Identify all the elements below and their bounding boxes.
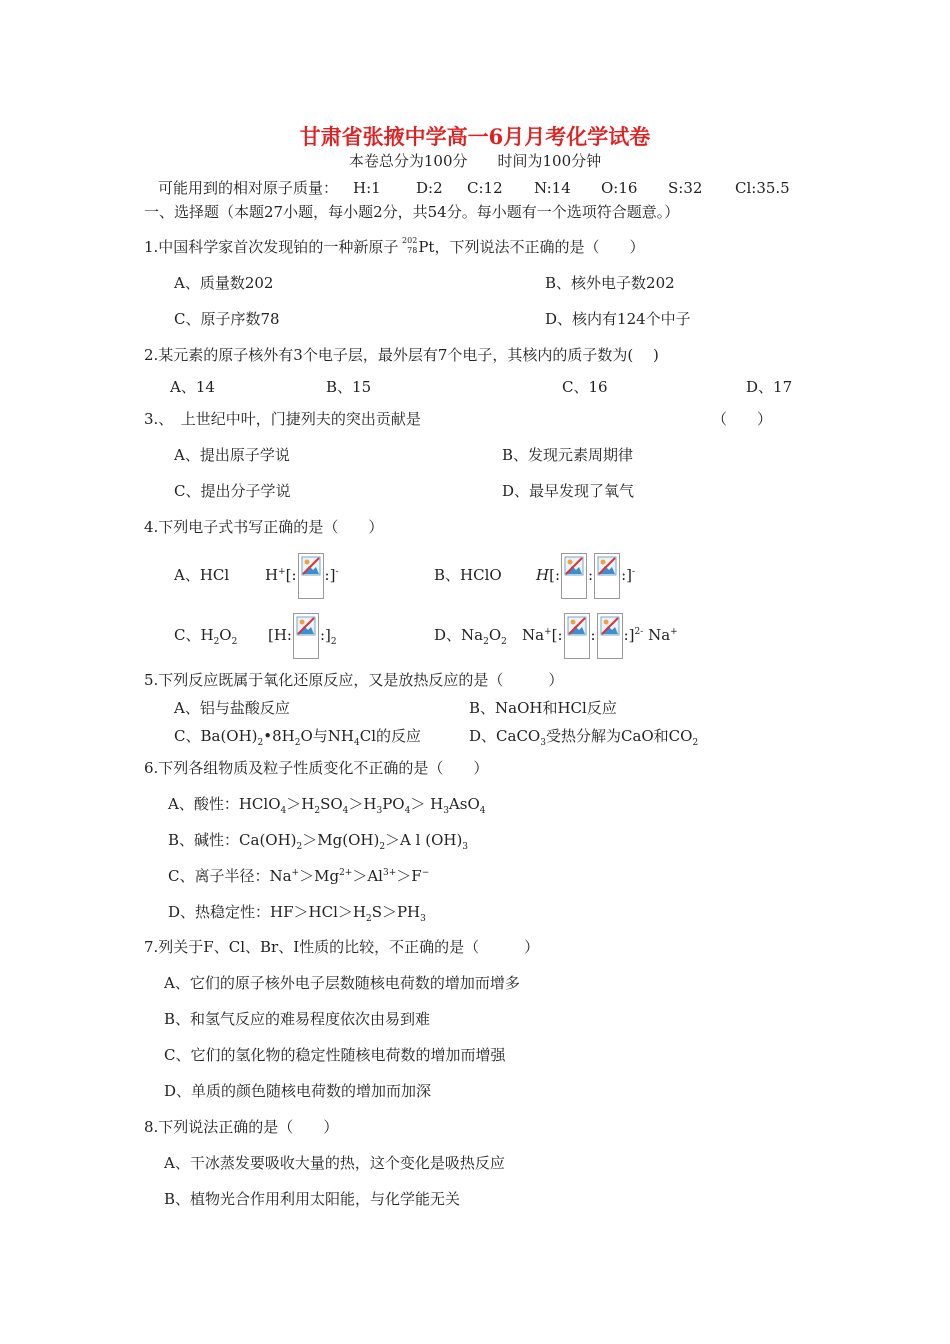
question-3-answer-blank: （ ） bbox=[712, 410, 773, 428]
q4-option-d[interactable]: D、$Na_2O_2$ bbox=[434, 626, 507, 647]
q7-option-c[interactable]: C、它们的氢化物的稳定性随核电荷数的增加而增强 bbox=[164, 1046, 506, 1064]
question-1-stem: 1.中国科学家首次发现铂的一种新原子 202 78 Pt，下列说法不正确的是（ ） bbox=[144, 236, 645, 256]
q2-option-a[interactable]: A、14 bbox=[170, 378, 215, 396]
broken-image-icon bbox=[293, 613, 319, 659]
q1-option-b[interactable]: B、核外电子数202 bbox=[545, 274, 675, 292]
exam-meta: 本卷总分为100分 时间为100分钟 bbox=[348, 152, 602, 170]
q5-option-c[interactable]: C、$Ba(OH)_2•8H_2O$与$NH_4Cl$的反应 bbox=[174, 727, 422, 748]
atomic-mass-n: N:14 bbox=[534, 179, 571, 197]
q5-option-b[interactable]: B、NaOH和HCl反应 bbox=[469, 699, 617, 717]
q4-option-b[interactable]: B、HClO bbox=[434, 566, 502, 584]
q2-option-d[interactable]: D、17 bbox=[746, 378, 793, 396]
atomic-masses-label: 可能用到的相对原子质量： bbox=[158, 179, 339, 197]
question-6-stem: 6.下列各组物质及粒子性质变化不正确的是（ ） bbox=[144, 759, 489, 777]
q6-option-a[interactable]: A、酸性：$HClO_4>H_2SO_4>H_3PO_4> H_3AsO_4$ bbox=[168, 795, 486, 816]
question-7-stem: 7.列关于F、Cl、Br、I性质的比较，不正确的是（ ） bbox=[144, 938, 540, 956]
question-4-stem: 4.下列电子式书写正确的是（ ） bbox=[144, 518, 384, 536]
question-2-stem: 2.某元素的原子核外有3个电子层，最外层有7个电子，其核内的质子数为( ) bbox=[144, 346, 659, 364]
atomic-mass-c: C:12 bbox=[467, 179, 503, 197]
q4-option-a[interactable]: A、HCl bbox=[174, 566, 230, 584]
q7-option-d[interactable]: D、单质的颜色随核电荷数的增加而加深 bbox=[164, 1082, 432, 1100]
atomic-mass-d: D:2 bbox=[416, 179, 443, 197]
atomic-mass-s: S:32 bbox=[668, 179, 703, 197]
question-8-stem: 8.下列说法正确的是（ ） bbox=[144, 1118, 339, 1136]
q3-option-d[interactable]: D、最早发现了氧气 bbox=[502, 482, 635, 500]
q2-option-c[interactable]: C、16 bbox=[562, 378, 608, 396]
q4-d-formula: Na+[: : :]$^{2-}$ Na+ bbox=[522, 612, 678, 659]
q6-option-c[interactable]: C、离子半径：$Na^+>Mg^{2+}>Al^{3+}>F^-$ bbox=[168, 867, 430, 885]
q7-option-b[interactable]: B、和氢气反应的难易程度依次由易到难 bbox=[164, 1010, 431, 1028]
q4-option-c[interactable]: C、$H_2O_2$ bbox=[174, 626, 238, 647]
q5-option-a[interactable]: A、铝与盐酸反应 bbox=[174, 699, 290, 717]
q4-a-formula: H+[: :]- bbox=[265, 552, 339, 599]
q1-option-d[interactable]: D、核内有124个中子 bbox=[545, 310, 691, 328]
atomic-mass-o: O:16 bbox=[601, 179, 638, 197]
q1-option-a[interactable]: A、质量数202 bbox=[174, 274, 274, 292]
broken-image-icon bbox=[564, 613, 590, 659]
q3-option-b[interactable]: B、发现元素周期律 bbox=[502, 446, 634, 464]
q4-b-formula: H[: : :]- bbox=[536, 552, 635, 599]
q3-option-c[interactable]: C、提出分子学说 bbox=[174, 482, 291, 500]
broken-image-icon bbox=[597, 613, 623, 659]
question-5-stem: 5.下列反应既属于氧化还原反应，又是放热反应的是（ ） bbox=[144, 671, 564, 689]
q5-option-d[interactable]: D、CaCO$_3$受热分解为CaO和$CO_2$ bbox=[469, 727, 699, 748]
isotope-notation: 202 78 bbox=[402, 236, 418, 255]
q6-option-b[interactable]: B、碱性：$Ca(OH)_2>Mg(OH)_2>A$ l $(OH)_3$ bbox=[168, 831, 469, 852]
q7-option-a[interactable]: A、它们的原子核外电子层数随核电荷数的增加而增多 bbox=[164, 974, 520, 992]
q4-c-formula: [H: $:]_2$ bbox=[268, 612, 337, 659]
q2-option-b[interactable]: B、15 bbox=[326, 378, 372, 396]
q8-option-b[interactable]: B、植物光合作用利用太阳能，与化学能无关 bbox=[164, 1190, 461, 1208]
atomic-mass-cl: Cl:35.5 bbox=[735, 179, 790, 197]
broken-image-icon bbox=[298, 553, 324, 599]
question-3-stem: 3.、 上世纪中叶，门捷列夫的突出贡献是 bbox=[144, 410, 421, 428]
q1-option-c[interactable]: C、原子序数78 bbox=[174, 310, 280, 328]
exam-title: 甘肃省张掖中学高一6月月考化学试卷 bbox=[299, 124, 651, 149]
q6-option-d[interactable]: D、热稳定性：$HF>HCl>H_2S>PH_3$ bbox=[168, 903, 426, 924]
q3-option-a[interactable]: A、提出原子学说 bbox=[174, 446, 290, 464]
section-heading: 一、选择题（本题27小题，每小题2分，共54分。每小题有一个选项符合题意。） bbox=[144, 203, 680, 221]
broken-image-icon bbox=[594, 553, 620, 599]
broken-image-icon bbox=[561, 553, 587, 599]
q8-option-a[interactable]: A、干冰蒸发要吸收大量的热，这个变化是吸热反应 bbox=[164, 1154, 505, 1172]
atomic-mass-h: H:1 bbox=[353, 179, 381, 197]
